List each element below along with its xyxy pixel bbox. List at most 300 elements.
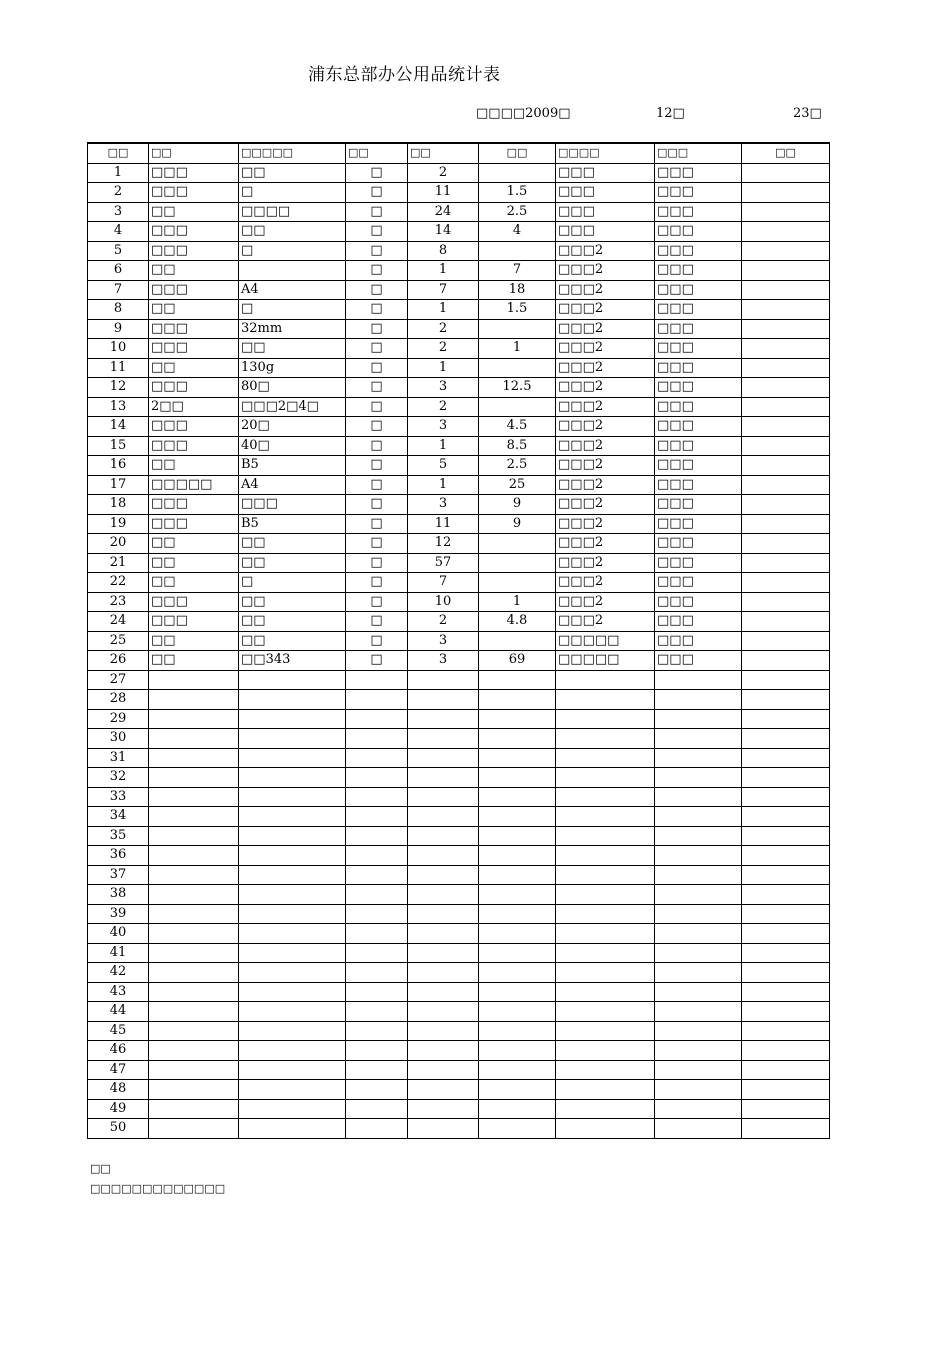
table-cell: [742, 807, 830, 827]
table-cell: □□: [149, 202, 239, 222]
table-cell: [408, 1099, 479, 1119]
table-cell: [479, 729, 556, 749]
table-row: [88, 963, 830, 983]
table-cell: [742, 670, 830, 690]
table-cell: [239, 807, 346, 827]
table-cell: □□□: [149, 612, 239, 632]
table-cell: [556, 904, 655, 924]
table-row: [88, 241, 830, 261]
table-cell: 9: [479, 514, 556, 534]
table-cell: [346, 982, 408, 1002]
table-cell: [655, 1021, 742, 1041]
table-cell: 4.5: [479, 417, 556, 437]
table-row: [88, 339, 830, 359]
table-cell: [346, 1041, 408, 1061]
table-cell: 38: [88, 885, 149, 905]
table-cell: [346, 846, 408, 866]
table-cell: 57: [408, 553, 479, 573]
table-cell: 46: [88, 1041, 149, 1061]
table-cell: [239, 787, 346, 807]
table-cell: [346, 709, 408, 729]
table-cell: □□□: [556, 163, 655, 183]
table-cell: 12.5: [479, 378, 556, 398]
header-cell: □□: [149, 143, 239, 163]
table-cell: 2.5: [479, 202, 556, 222]
table-cell: [556, 690, 655, 710]
table-cell: [655, 768, 742, 788]
table-cell: □□□: [655, 651, 742, 671]
table-cell: [742, 924, 830, 944]
table-cell: A4: [239, 280, 346, 300]
table-cell: [655, 1060, 742, 1080]
table-cell: [655, 670, 742, 690]
table-row: [88, 807, 830, 827]
table-cell: [742, 358, 830, 378]
table-row: [88, 865, 830, 885]
table-cell: □□□: [655, 436, 742, 456]
table-cell: 1: [408, 261, 479, 281]
table-row: [88, 1002, 830, 1022]
table-cell: □□□: [655, 183, 742, 203]
table-row: [88, 612, 830, 632]
table-cell: 6: [88, 261, 149, 281]
table-cell: 69: [479, 651, 556, 671]
table-cell: 2: [408, 397, 479, 417]
table-cell: □□□: [239, 495, 346, 515]
table-cell: [479, 1021, 556, 1041]
table-cell: □□□: [149, 222, 239, 242]
table-cell: [479, 534, 556, 554]
table-cell: [479, 319, 556, 339]
table-cell: [346, 670, 408, 690]
table-cell: [408, 865, 479, 885]
table-cell: 47: [88, 1060, 149, 1080]
table-cell: 14: [408, 222, 479, 242]
table-cell: [742, 261, 830, 281]
table-cell: [346, 807, 408, 827]
date-year: □□□□2009□: [476, 106, 571, 121]
table-cell: [742, 241, 830, 261]
table-cell: □□□: [655, 573, 742, 593]
table-cell: [479, 1099, 556, 1119]
table-cell: [239, 1080, 346, 1100]
table-cell: 34: [88, 807, 149, 827]
table-cell: □: [346, 456, 408, 476]
table-cell: □□□: [655, 163, 742, 183]
table-cell: [742, 612, 830, 632]
table-cell: [479, 709, 556, 729]
table-cell: 1: [408, 475, 479, 495]
table-cell: [479, 904, 556, 924]
table-cell: [408, 1119, 479, 1139]
table-cell: [239, 1099, 346, 1119]
table-cell: [239, 826, 346, 846]
table-cell: [239, 670, 346, 690]
table-row: [88, 670, 830, 690]
table-cell: □□□: [149, 163, 239, 183]
table-row: [88, 456, 830, 476]
table-cell: [346, 943, 408, 963]
table-cell: □□□: [655, 300, 742, 320]
table-cell: [408, 826, 479, 846]
table-cell: [346, 1060, 408, 1080]
table-cell: [556, 1021, 655, 1041]
footer-note-text: □□□□□□□□□□□□□: [90, 1182, 226, 1195]
table-cell: [149, 865, 239, 885]
table-cell: □□□2: [556, 241, 655, 261]
table-cell: 11: [408, 183, 479, 203]
table-cell: □□□: [655, 417, 742, 437]
table-cell: 1: [479, 592, 556, 612]
table-cell: [479, 397, 556, 417]
table-cell: 1: [408, 436, 479, 456]
table-cell: [239, 1002, 346, 1022]
table-row: [88, 222, 830, 242]
table-cell: [149, 982, 239, 1002]
table-cell: 22: [88, 573, 149, 593]
table-cell: □: [346, 631, 408, 651]
table-cell: [346, 1080, 408, 1100]
table-cell: 31: [88, 748, 149, 768]
header-cell: □□: [346, 143, 408, 163]
table-cell: □□□2: [556, 436, 655, 456]
table-cell: 7: [88, 280, 149, 300]
table-cell: □: [239, 573, 346, 593]
table-cell: □: [346, 534, 408, 554]
table-cell: 44: [88, 1002, 149, 1022]
table-row: [88, 651, 830, 671]
table-cell: 4: [88, 222, 149, 242]
table-cell: [346, 768, 408, 788]
table-cell: 13: [88, 397, 149, 417]
table-cell: [408, 768, 479, 788]
table-cell: □□□: [655, 514, 742, 534]
table-row: [88, 553, 830, 573]
table-cell: [408, 690, 479, 710]
table-cell: [149, 943, 239, 963]
table-cell: [346, 748, 408, 768]
table-cell: [742, 417, 830, 437]
table-cell: [479, 748, 556, 768]
table-cell: □□□: [149, 436, 239, 456]
table-cell: [742, 982, 830, 1002]
table-cell: [742, 826, 830, 846]
table-cell: [556, 846, 655, 866]
table-row: [88, 573, 830, 593]
table-row: [88, 1041, 830, 1061]
table-cell: [479, 846, 556, 866]
table-cell: [655, 826, 742, 846]
table-row: [88, 261, 830, 281]
table-cell: □□□: [149, 495, 239, 515]
table-cell: □□: [239, 553, 346, 573]
table-cell: □□□2□4□: [239, 397, 346, 417]
table-cell: [556, 943, 655, 963]
table-cell: [239, 846, 346, 866]
table-cell: 20: [88, 534, 149, 554]
table-cell: 18: [479, 280, 556, 300]
table-cell: □: [239, 300, 346, 320]
table-row: [88, 417, 830, 437]
table-cell: [742, 202, 830, 222]
table-cell: □□□: [655, 475, 742, 495]
table-cell: [239, 261, 346, 281]
table-cell: 1: [88, 163, 149, 183]
table-cell: □□: [149, 456, 239, 476]
table-cell: [149, 670, 239, 690]
table-cell: 8: [408, 241, 479, 261]
table-row: [88, 826, 830, 846]
table-cell: [479, 1080, 556, 1100]
table-cell: □□□□□: [556, 631, 655, 651]
table-cell: [479, 1002, 556, 1022]
table-cell: □□□: [149, 514, 239, 534]
table-cell: [655, 904, 742, 924]
table-row: [88, 378, 830, 398]
table-cell: [556, 1119, 655, 1139]
table-cell: [556, 1080, 655, 1100]
table-row: [88, 1119, 830, 1139]
table-cell: [239, 904, 346, 924]
table-cell: [742, 475, 830, 495]
table-cell: □□□: [655, 319, 742, 339]
table-cell: [742, 709, 830, 729]
table-cell: □□□2: [556, 514, 655, 534]
table-cell: [556, 768, 655, 788]
table-row: [88, 475, 830, 495]
table-cell: [479, 553, 556, 573]
table-cell: □□□: [655, 202, 742, 222]
supplies-table: [87, 142, 830, 1139]
table-cell: □□□2: [556, 339, 655, 359]
table-cell: 23: [88, 592, 149, 612]
table-cell: [239, 963, 346, 983]
table-cell: 45: [88, 1021, 149, 1041]
table-row: [88, 690, 830, 710]
table-cell: 29: [88, 709, 149, 729]
table-cell: □: [346, 241, 408, 261]
table-cell: 2: [408, 163, 479, 183]
table-cell: [556, 1041, 655, 1061]
table-cell: [655, 865, 742, 885]
table-cell: [149, 729, 239, 749]
table-cell: □□: [149, 358, 239, 378]
table-cell: □□: [239, 534, 346, 554]
table-cell: [408, 924, 479, 944]
table-cell: □: [346, 417, 408, 437]
table-cell: [479, 807, 556, 827]
table-cell: [742, 885, 830, 905]
table-cell: □□: [239, 222, 346, 242]
table-cell: [742, 534, 830, 554]
table-cell: [408, 982, 479, 1002]
table-cell: [742, 963, 830, 983]
table-cell: [742, 631, 830, 651]
header-cell: □□: [88, 143, 149, 163]
table-cell: 10: [408, 592, 479, 612]
table-cell: 42: [88, 963, 149, 983]
table-cell: [239, 982, 346, 1002]
table-cell: [742, 436, 830, 456]
table-cell: □: [346, 475, 408, 495]
table-cell: 25: [479, 475, 556, 495]
table-row: [88, 748, 830, 768]
table-cell: [655, 1002, 742, 1022]
table-cell: □□□: [149, 378, 239, 398]
table-cell: [408, 1080, 479, 1100]
table-cell: [655, 846, 742, 866]
table-cell: [742, 846, 830, 866]
table-cell: [408, 846, 479, 866]
table-cell: [479, 1041, 556, 1061]
table-cell: □□□: [655, 378, 742, 398]
table-cell: [479, 963, 556, 983]
table-cell: [408, 748, 479, 768]
table-cell: 41: [88, 943, 149, 963]
table-cell: [346, 787, 408, 807]
table-cell: [346, 865, 408, 885]
table-cell: □: [346, 183, 408, 203]
table-cell: □□□: [556, 202, 655, 222]
table-cell: □□□: [149, 319, 239, 339]
table-cell: □: [239, 241, 346, 261]
table-cell: [408, 787, 479, 807]
table-cell: 2: [88, 183, 149, 203]
table-cell: □: [346, 553, 408, 573]
table-cell: □: [346, 339, 408, 359]
table-cell: [149, 963, 239, 983]
table-row: [88, 183, 830, 203]
table-cell: □□□2: [556, 573, 655, 593]
table-row: [88, 729, 830, 749]
table-row: [88, 514, 830, 534]
table-cell: 12: [408, 534, 479, 554]
table-cell: 12: [88, 378, 149, 398]
table-cell: [239, 865, 346, 885]
table-cell: □□: [149, 300, 239, 320]
table-cell: 24: [88, 612, 149, 632]
table-row: [88, 904, 830, 924]
table-cell: [149, 748, 239, 768]
table-cell: 1.5: [479, 300, 556, 320]
table-cell: 3: [408, 651, 479, 671]
table-cell: [742, 456, 830, 476]
table-cell: [556, 1099, 655, 1119]
table-cell: [408, 1002, 479, 1022]
table-cell: 19: [88, 514, 149, 534]
table-cell: [556, 709, 655, 729]
table-cell: [479, 982, 556, 1002]
table-cell: [149, 904, 239, 924]
table-row: [88, 631, 830, 651]
table-cell: □: [346, 592, 408, 612]
table-cell: [346, 826, 408, 846]
table-row: [88, 280, 830, 300]
table-cell: [149, 1119, 239, 1139]
table-cell: □□: [239, 163, 346, 183]
table-cell: □□□2: [556, 397, 655, 417]
table-cell: [479, 865, 556, 885]
table-cell: □□□2: [556, 378, 655, 398]
table-cell: □□□2: [556, 300, 655, 320]
header-cell: □□: [408, 143, 479, 163]
table-cell: [742, 553, 830, 573]
table-cell: [239, 690, 346, 710]
table-cell: □□□□□: [556, 651, 655, 671]
table-cell: [408, 1041, 479, 1061]
table-cell: □□343: [239, 651, 346, 671]
table-cell: 9: [479, 495, 556, 515]
table-row: [88, 202, 830, 222]
table-cell: 48: [88, 1080, 149, 1100]
table-cell: [149, 924, 239, 944]
table-row: [88, 163, 830, 183]
table-cell: [742, 378, 830, 398]
table-cell: [742, 787, 830, 807]
table-cell: [479, 670, 556, 690]
table-cell: [346, 1119, 408, 1139]
table-cell: [655, 1119, 742, 1139]
table-cell: [556, 865, 655, 885]
table-cell: [742, 1099, 830, 1119]
table-cell: [346, 924, 408, 944]
table-cell: □□□2: [556, 534, 655, 554]
table-cell: [239, 943, 346, 963]
table-cell: □□□2: [556, 358, 655, 378]
table-cell: [346, 729, 408, 749]
table-cell: □□□: [556, 183, 655, 203]
table-cell: □□□: [149, 183, 239, 203]
table-row: [88, 436, 830, 456]
table-cell: [742, 495, 830, 515]
table-cell: [655, 1099, 742, 1119]
table-cell: □: [346, 202, 408, 222]
table-cell: 40□: [239, 436, 346, 456]
table-cell: B5: [239, 514, 346, 534]
table-cell: □□: [149, 553, 239, 573]
table-cell: [742, 183, 830, 203]
table-cell: [556, 748, 655, 768]
table-cell: [479, 163, 556, 183]
table-cell: [408, 670, 479, 690]
table-cell: 1: [408, 300, 479, 320]
table-cell: [556, 826, 655, 846]
table-cell: 32mm: [239, 319, 346, 339]
table-row: [88, 300, 830, 320]
table-cell: □□□: [655, 553, 742, 573]
table-cell: □: [346, 163, 408, 183]
table-cell: [479, 787, 556, 807]
table-row: [88, 1060, 830, 1080]
table-cell: [655, 807, 742, 827]
table-cell: [655, 1080, 742, 1100]
table-cell: [742, 319, 830, 339]
header-cell: □□: [742, 143, 830, 163]
table-cell: 40: [88, 924, 149, 944]
table-cell: □□□: [655, 592, 742, 612]
table-cell: [742, 222, 830, 242]
table-cell: □□□: [655, 495, 742, 515]
table-cell: □□□: [655, 534, 742, 554]
table-cell: 1.5: [479, 183, 556, 203]
table-cell: 30: [88, 729, 149, 749]
table-cell: □□□: [149, 592, 239, 612]
table-cell: [655, 963, 742, 983]
table-cell: 28: [88, 690, 149, 710]
table-cell: [239, 885, 346, 905]
table-cell: □□□2: [556, 612, 655, 632]
table-cell: 3: [408, 495, 479, 515]
